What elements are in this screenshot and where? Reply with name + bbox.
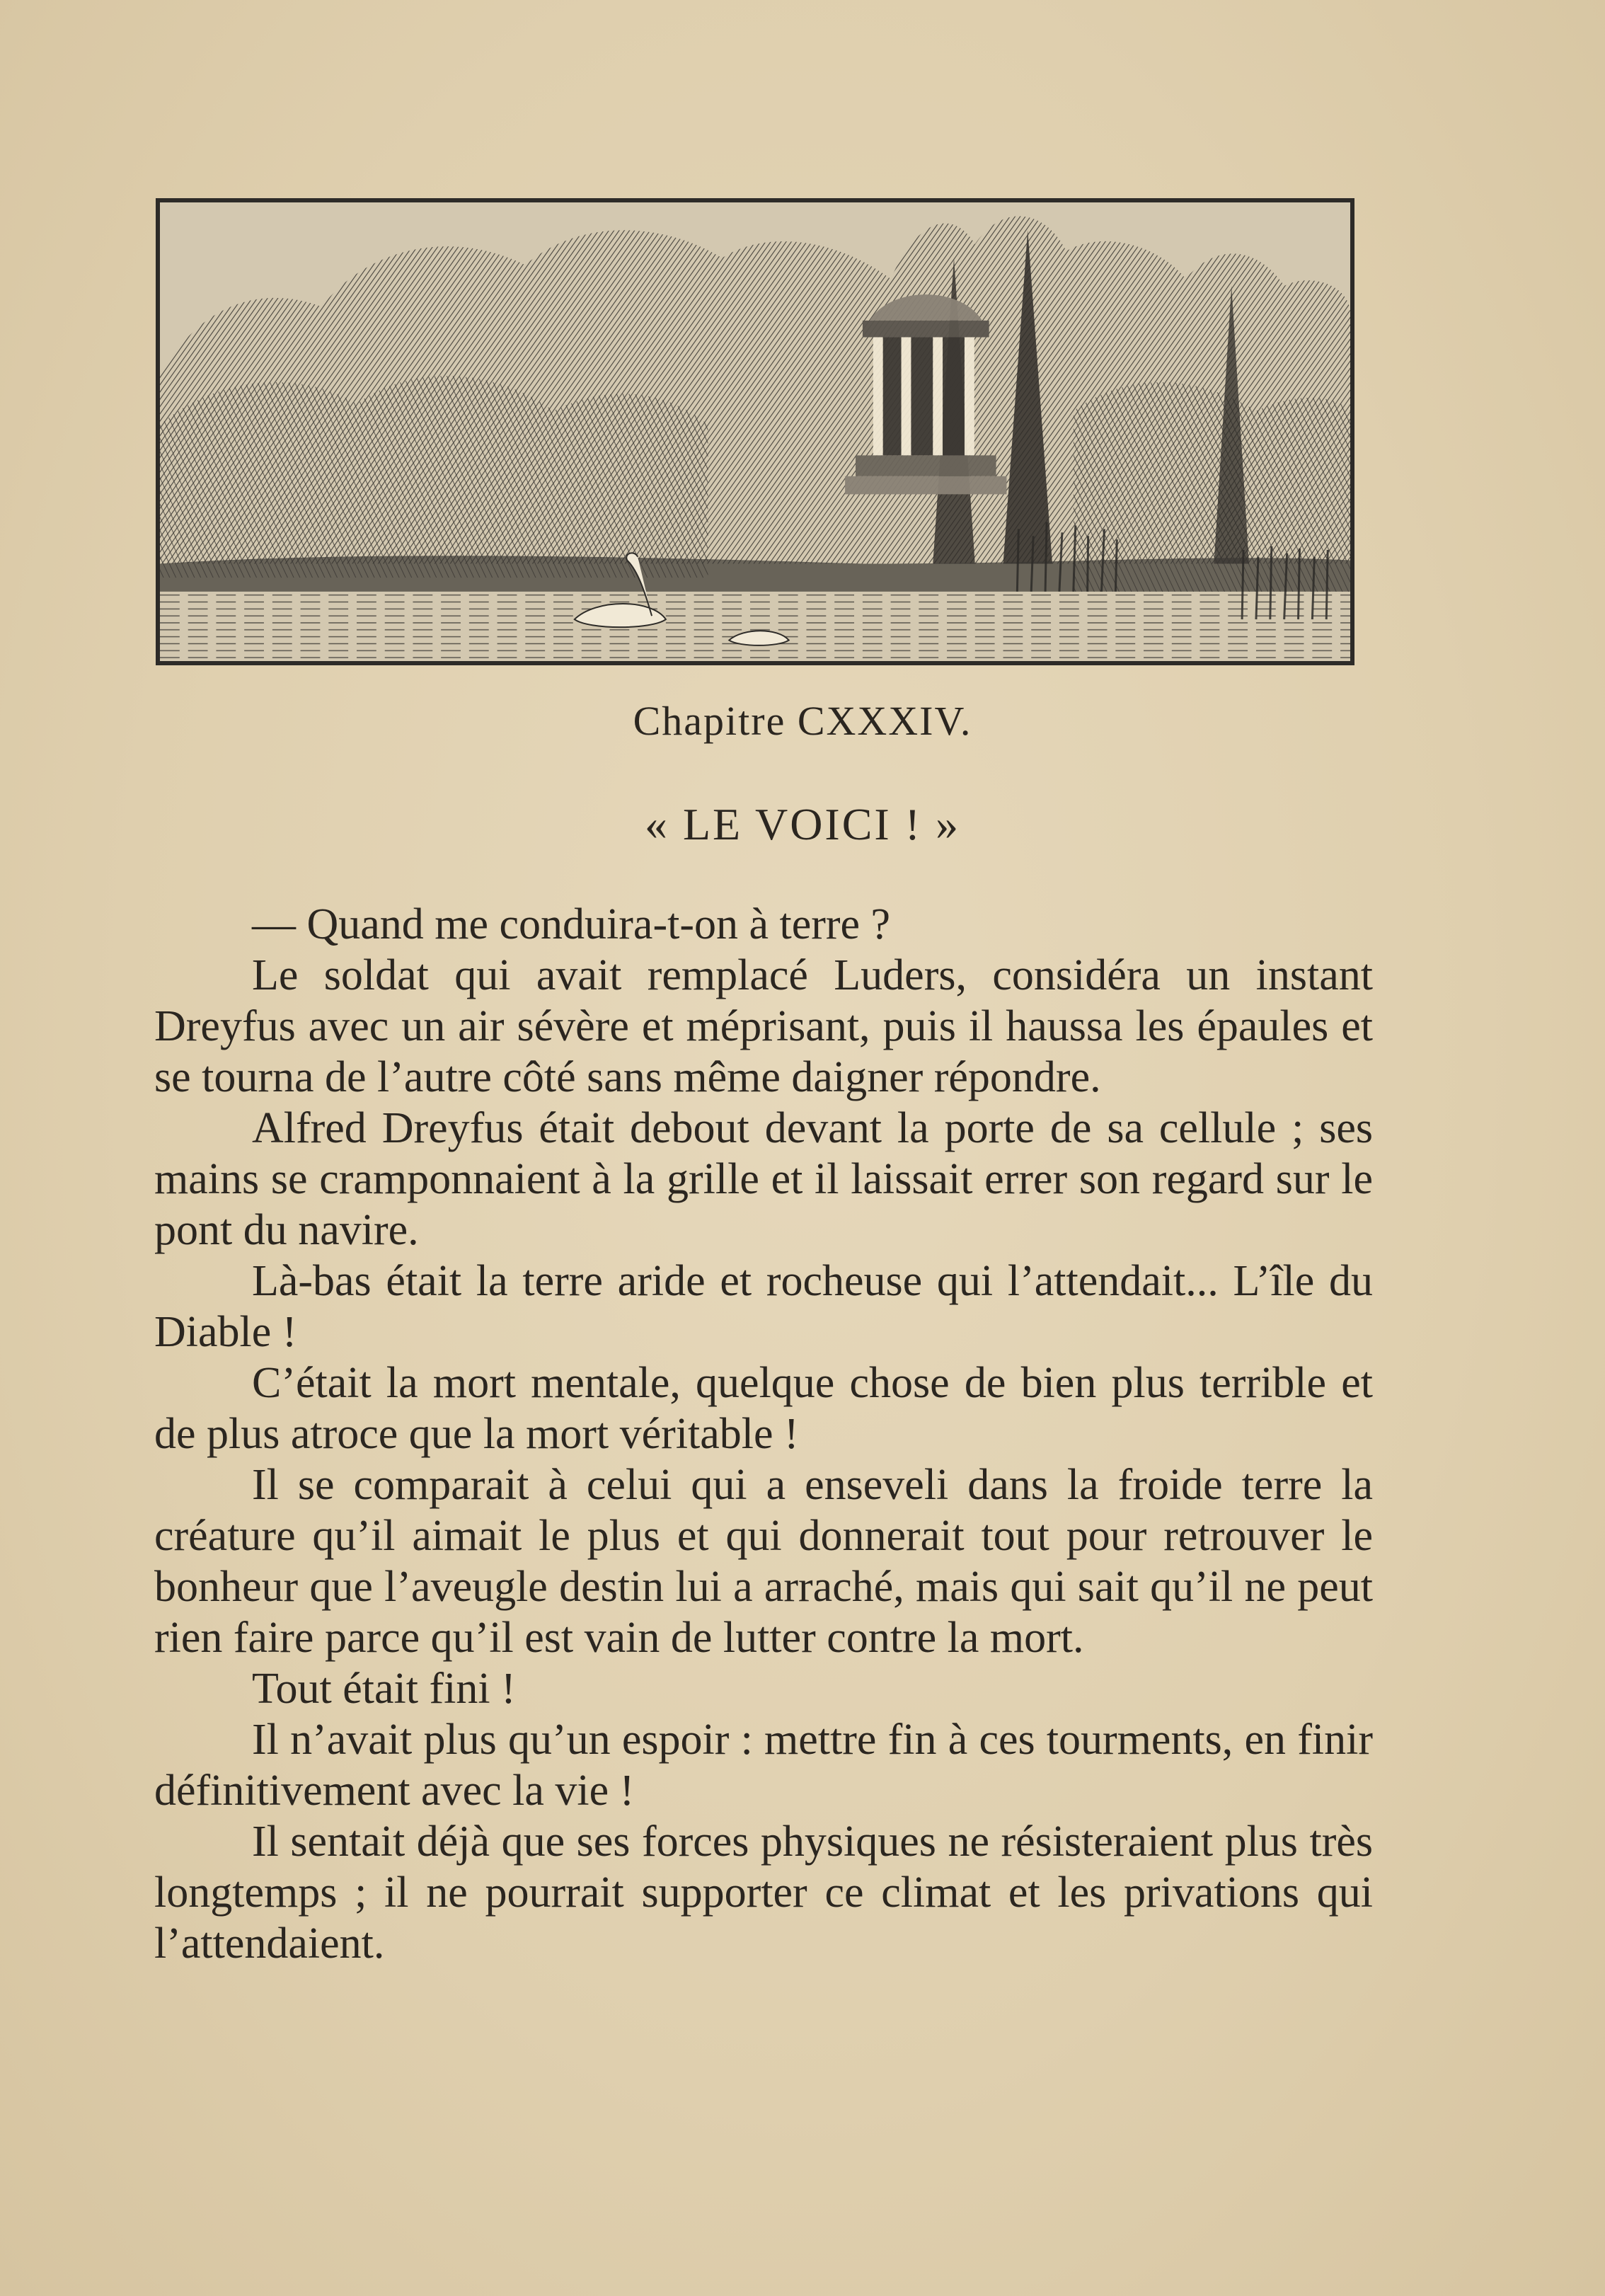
chapter-number: Chapitre CXXXIV.: [633, 698, 972, 744]
paragraph: Tout était fini !: [252, 1665, 516, 1713]
chapter-body: [154, 899, 1373, 1969]
chapter-head-engraving: [156, 198, 1354, 665]
paragraph: — Quand me conduira-t-on à terre ?: [252, 900, 891, 948]
paragraph: C’était la mort mentale, quelque chose de bien plus terrible et de plus atroce que la mort véritable !: [154, 1359, 1373, 1458]
paragraph: Il se comparait à celui qui a enseveli dans la froide terre la créature qu’il aimait le plus et qui donnerait tout pour retrouver le bonheur que l’aveugle destin lui a arraché, mais qui sait qu’il ne peut rien faire parce qu’il est vain de lutter contre la mort.: [154, 1461, 1373, 1662]
paragraph: Il n’avait plus qu’un espoir : mettre fin à ces tourments, en finir définitivement avec la vie !: [154, 1716, 1373, 1815]
engraving-illustration: [160, 202, 1350, 661]
paragraph: Alfred Dreyfus était debout devant la porte de sa cellule ; ses mains se cramponnaient à la grille et il laissait errer son regard sur le pont du navire.: [154, 1104, 1373, 1254]
paragraph: Le soldat qui avait remplacé Luders, considéra un instant Dreyfus avec un air sévère et méprisant, puis il haussa les épaules et se tourna de l’autre côté sans même daigner répondre.: [154, 951, 1373, 1101]
paragraph: Il sentait déjà que ses forces physiques ne résisteraient plus très longtemps ; il ne pourrait supporter ce climat et les privations qui l’attendaient.: [154, 1818, 1373, 1968]
paragraph: Là-bas était la terre aride et rocheuse qui l’attendait... L’île du Diable !: [154, 1257, 1373, 1356]
chapter-title: « LE VOICI ! »: [644, 799, 961, 849]
